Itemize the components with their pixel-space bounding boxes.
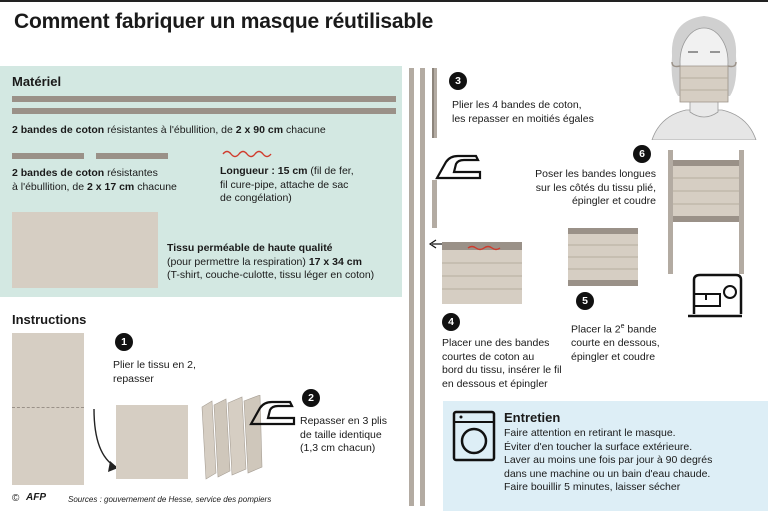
sources-text: Sources : gouvernement de Hesse, service des pompiers: [68, 495, 272, 504]
entretien-text: Faire attention en retirant le masque. Éviter d'en toucher la surface extérieure. Laver au moins une fois par jour à 90 degrés dans une machine ou un bain d'eau chaude. Faire bouillir 5 minutes, laisser sécher: [504, 427, 713, 493]
face-mask-illustration: [650, 6, 758, 140]
page-title: Comment fabriquer un masque réutilisable: [14, 10, 434, 33]
short-strips-text: 2 bandes de coton résistantes à l'ébullition, de 2 x 17 cm chacune: [12, 167, 177, 193]
strip-fold-3: [432, 68, 434, 138]
long-strips-text: 2 bandes de coton résistantes à l'ébullition, de 2 x 90 cm chacune: [12, 124, 326, 136]
materiel-heading: Matériel: [12, 74, 62, 89]
wire-text: Longueur : 15 cm (fil de fer, fil cure-pipe, attache de sac de congélation): [220, 165, 354, 204]
step-3-badge: 3: [449, 72, 467, 90]
mask-assembly: [664, 150, 748, 274]
step-3-text: Plier les 4 bandes de coton, les repasser en moitiés égales: [452, 99, 594, 125]
vertical-strip-1: [409, 68, 414, 506]
step-5-badge: 5: [576, 292, 594, 310]
vertical-strip-4: [432, 180, 437, 228]
step-5-text: Placer la 2e bande courte en dessous, épingler et coudre: [571, 323, 660, 363]
copyright-symbol: ©: [12, 493, 20, 504]
step-4-badge: 4: [442, 313, 460, 331]
long-strip-1: [12, 96, 396, 102]
top-rule: [0, 0, 768, 2]
short-strip-1: [12, 153, 84, 159]
iron-icon: [434, 150, 484, 182]
fabric-unfolded: [12, 333, 84, 485]
wire-illustration: [222, 148, 272, 160]
fabric-folded: [116, 405, 188, 479]
step-6-text: Poser les bandes longues sur les côtés du tissu plié, épingler et coudre: [535, 168, 656, 207]
entretien-heading: Entretien: [504, 410, 561, 425]
fabric-sewn: [566, 226, 640, 288]
iron-icon: [248, 398, 298, 428]
step-4-text: Placer une des bandes courtes de coton au bord du tissu, insérer le fil en dessous et épingler: [442, 337, 562, 390]
step-6-badge: 6: [633, 145, 651, 163]
short-strip-2: [96, 153, 168, 159]
step-2-text: Repasser en 3 plis de taille identique (1,3 cm chacun): [300, 415, 387, 454]
step-2-badge: 2: [302, 389, 320, 407]
fold-line: [12, 407, 84, 408]
step-1-badge: 1: [115, 333, 133, 351]
sewing-machine-icon: [684, 272, 746, 322]
fabric-text: Tissu perméable de haute qualité (pour permettre la respiration) 17 x 34 cm (T-shirt, couche-culotte, tissu léger en coton): [167, 242, 375, 281]
instructions-heading: Instructions: [12, 312, 87, 327]
step-1-text: Plier le tissu en 2, repasser: [113, 359, 196, 385]
fabric-with-strip: [428, 236, 526, 308]
vertical-strip-2: [420, 68, 425, 506]
long-strip-2: [12, 108, 396, 114]
washing-machine-icon: [452, 410, 496, 462]
agency-logo: AFP: [26, 492, 46, 503]
fabric-swatch: [12, 212, 158, 288]
